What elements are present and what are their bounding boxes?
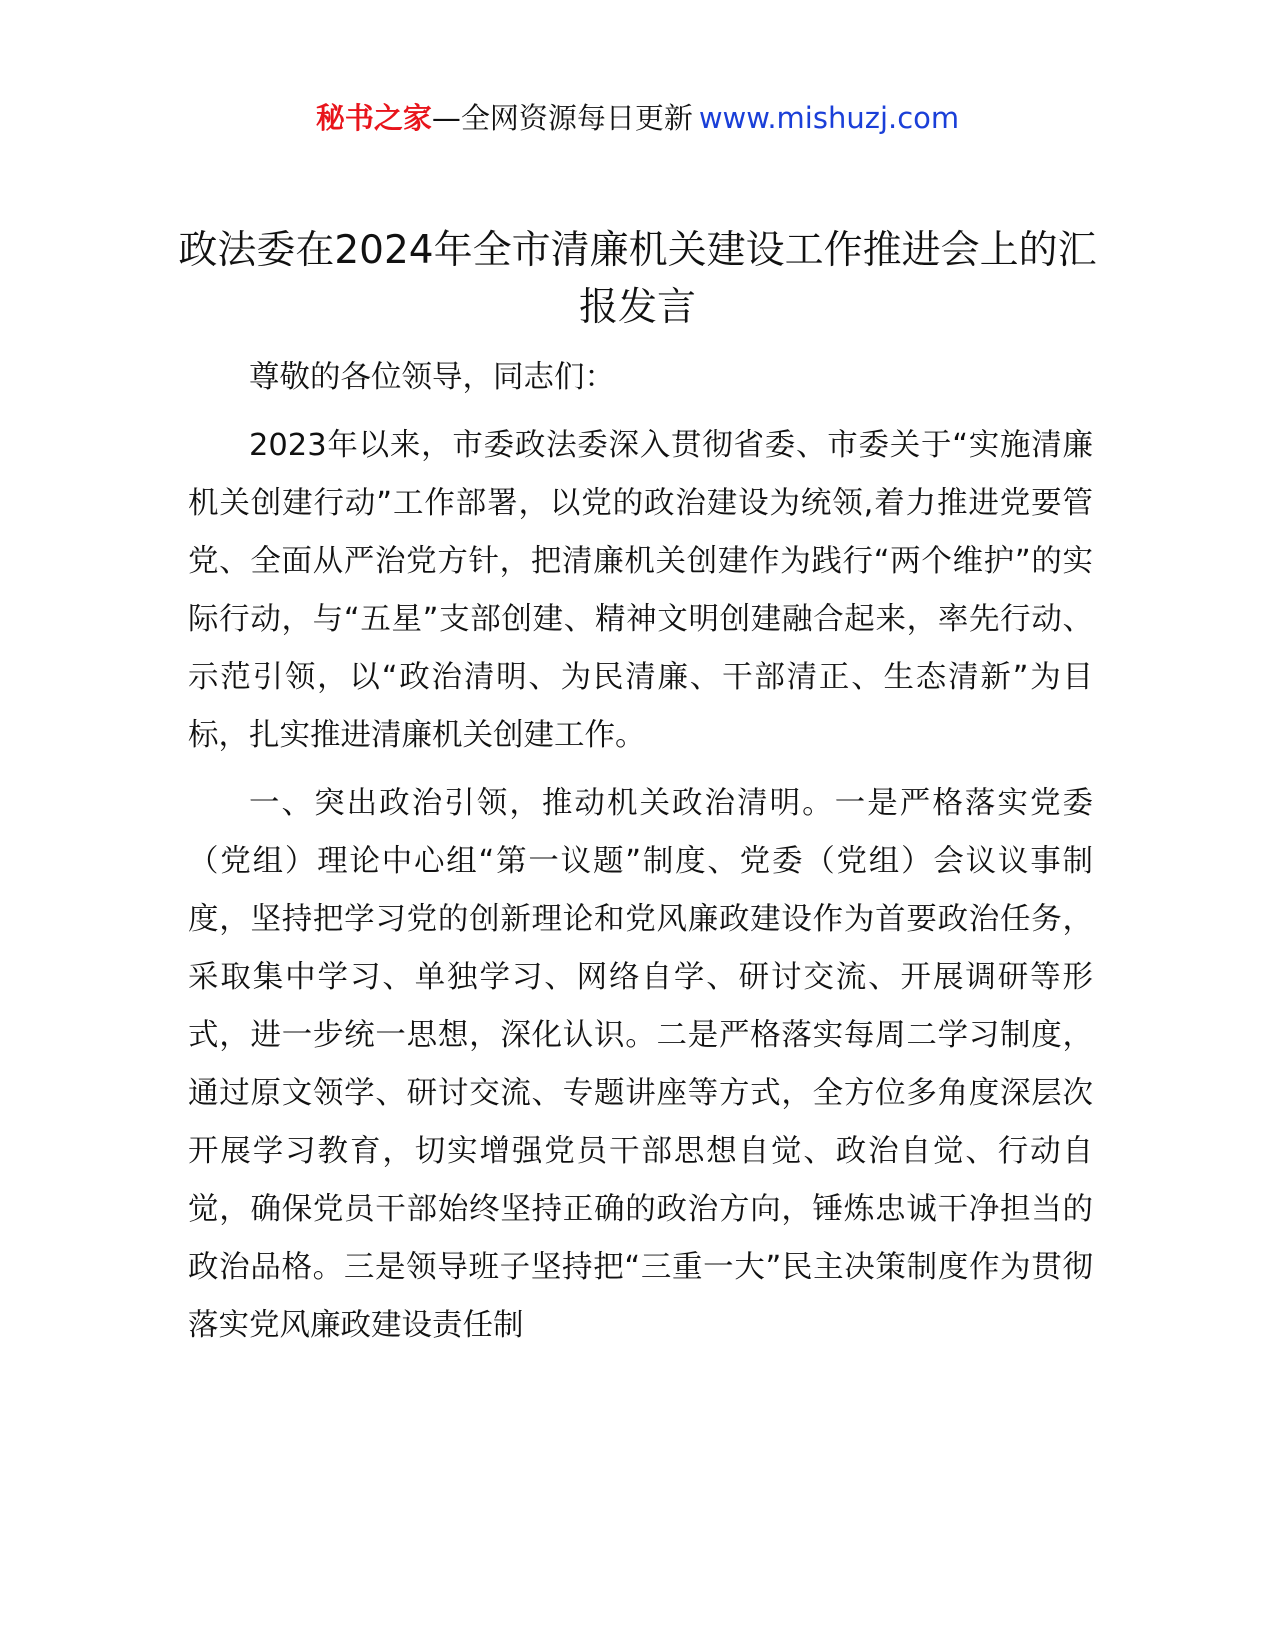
- site-header: [0, 98, 1275, 138]
- salutation: 尊敬的各位领导，同志们：: [249, 360, 615, 395]
- document-body: [188, 349, 1093, 1365]
- site-url-link[interactable]: www.mishuzj.com: [698, 101, 960, 135]
- brand-name: 秘书之家: [315, 101, 432, 135]
- document-title: 政法委在2024年全市清廉机关建设工作推进会上的汇报发言: [178, 228, 1097, 330]
- paragraph-section-1: 一、突出政治引领，推动机关政治清明。一是严格落实党委（党组）理论中心组“第一议题”制度、党委（党组）会议议事制度，坚持把学习党的创新理论和党风廉政建设作为首要政治任务，采取集中学习、单独学习、网络自学、研讨交流、开展调研等形式，进一步统一思想，深化认识。二是严格落实每周二学习制度，通过原文领学、研讨交流、专题讲座等方式，全方位多角度深层次开展学习教育，切实增强党员干部思想自觉、政治自觉、行动自觉，确保党员干部始终坚持正确的政治方向，锤炼忠诚干净担当的政治品格。三是领导班子坚持把“三重一大”民主决策制度作为贯彻落实党风廉政建设责任制: [188, 786, 1093, 1343]
- paragraph-intro: 2023年以来，市委政法委深入贯彻省委、市委关于“实施清廉机关创建行动”工作部署，以党的政治建设为统领,着力推进党要管党、全面从严治党方针，把清廉机关创建作为践行“两个维护”的实际行动，与“五星”支部创建、精神文明创建融合起来，率先行动、示范引领，以“政治清明、为民清廉、干部清正、生态清新”为目标，扎实推进清廉机关创建工作。: [188, 428, 1093, 753]
- header-tagline: —全网资源每日更新: [431, 101, 693, 135]
